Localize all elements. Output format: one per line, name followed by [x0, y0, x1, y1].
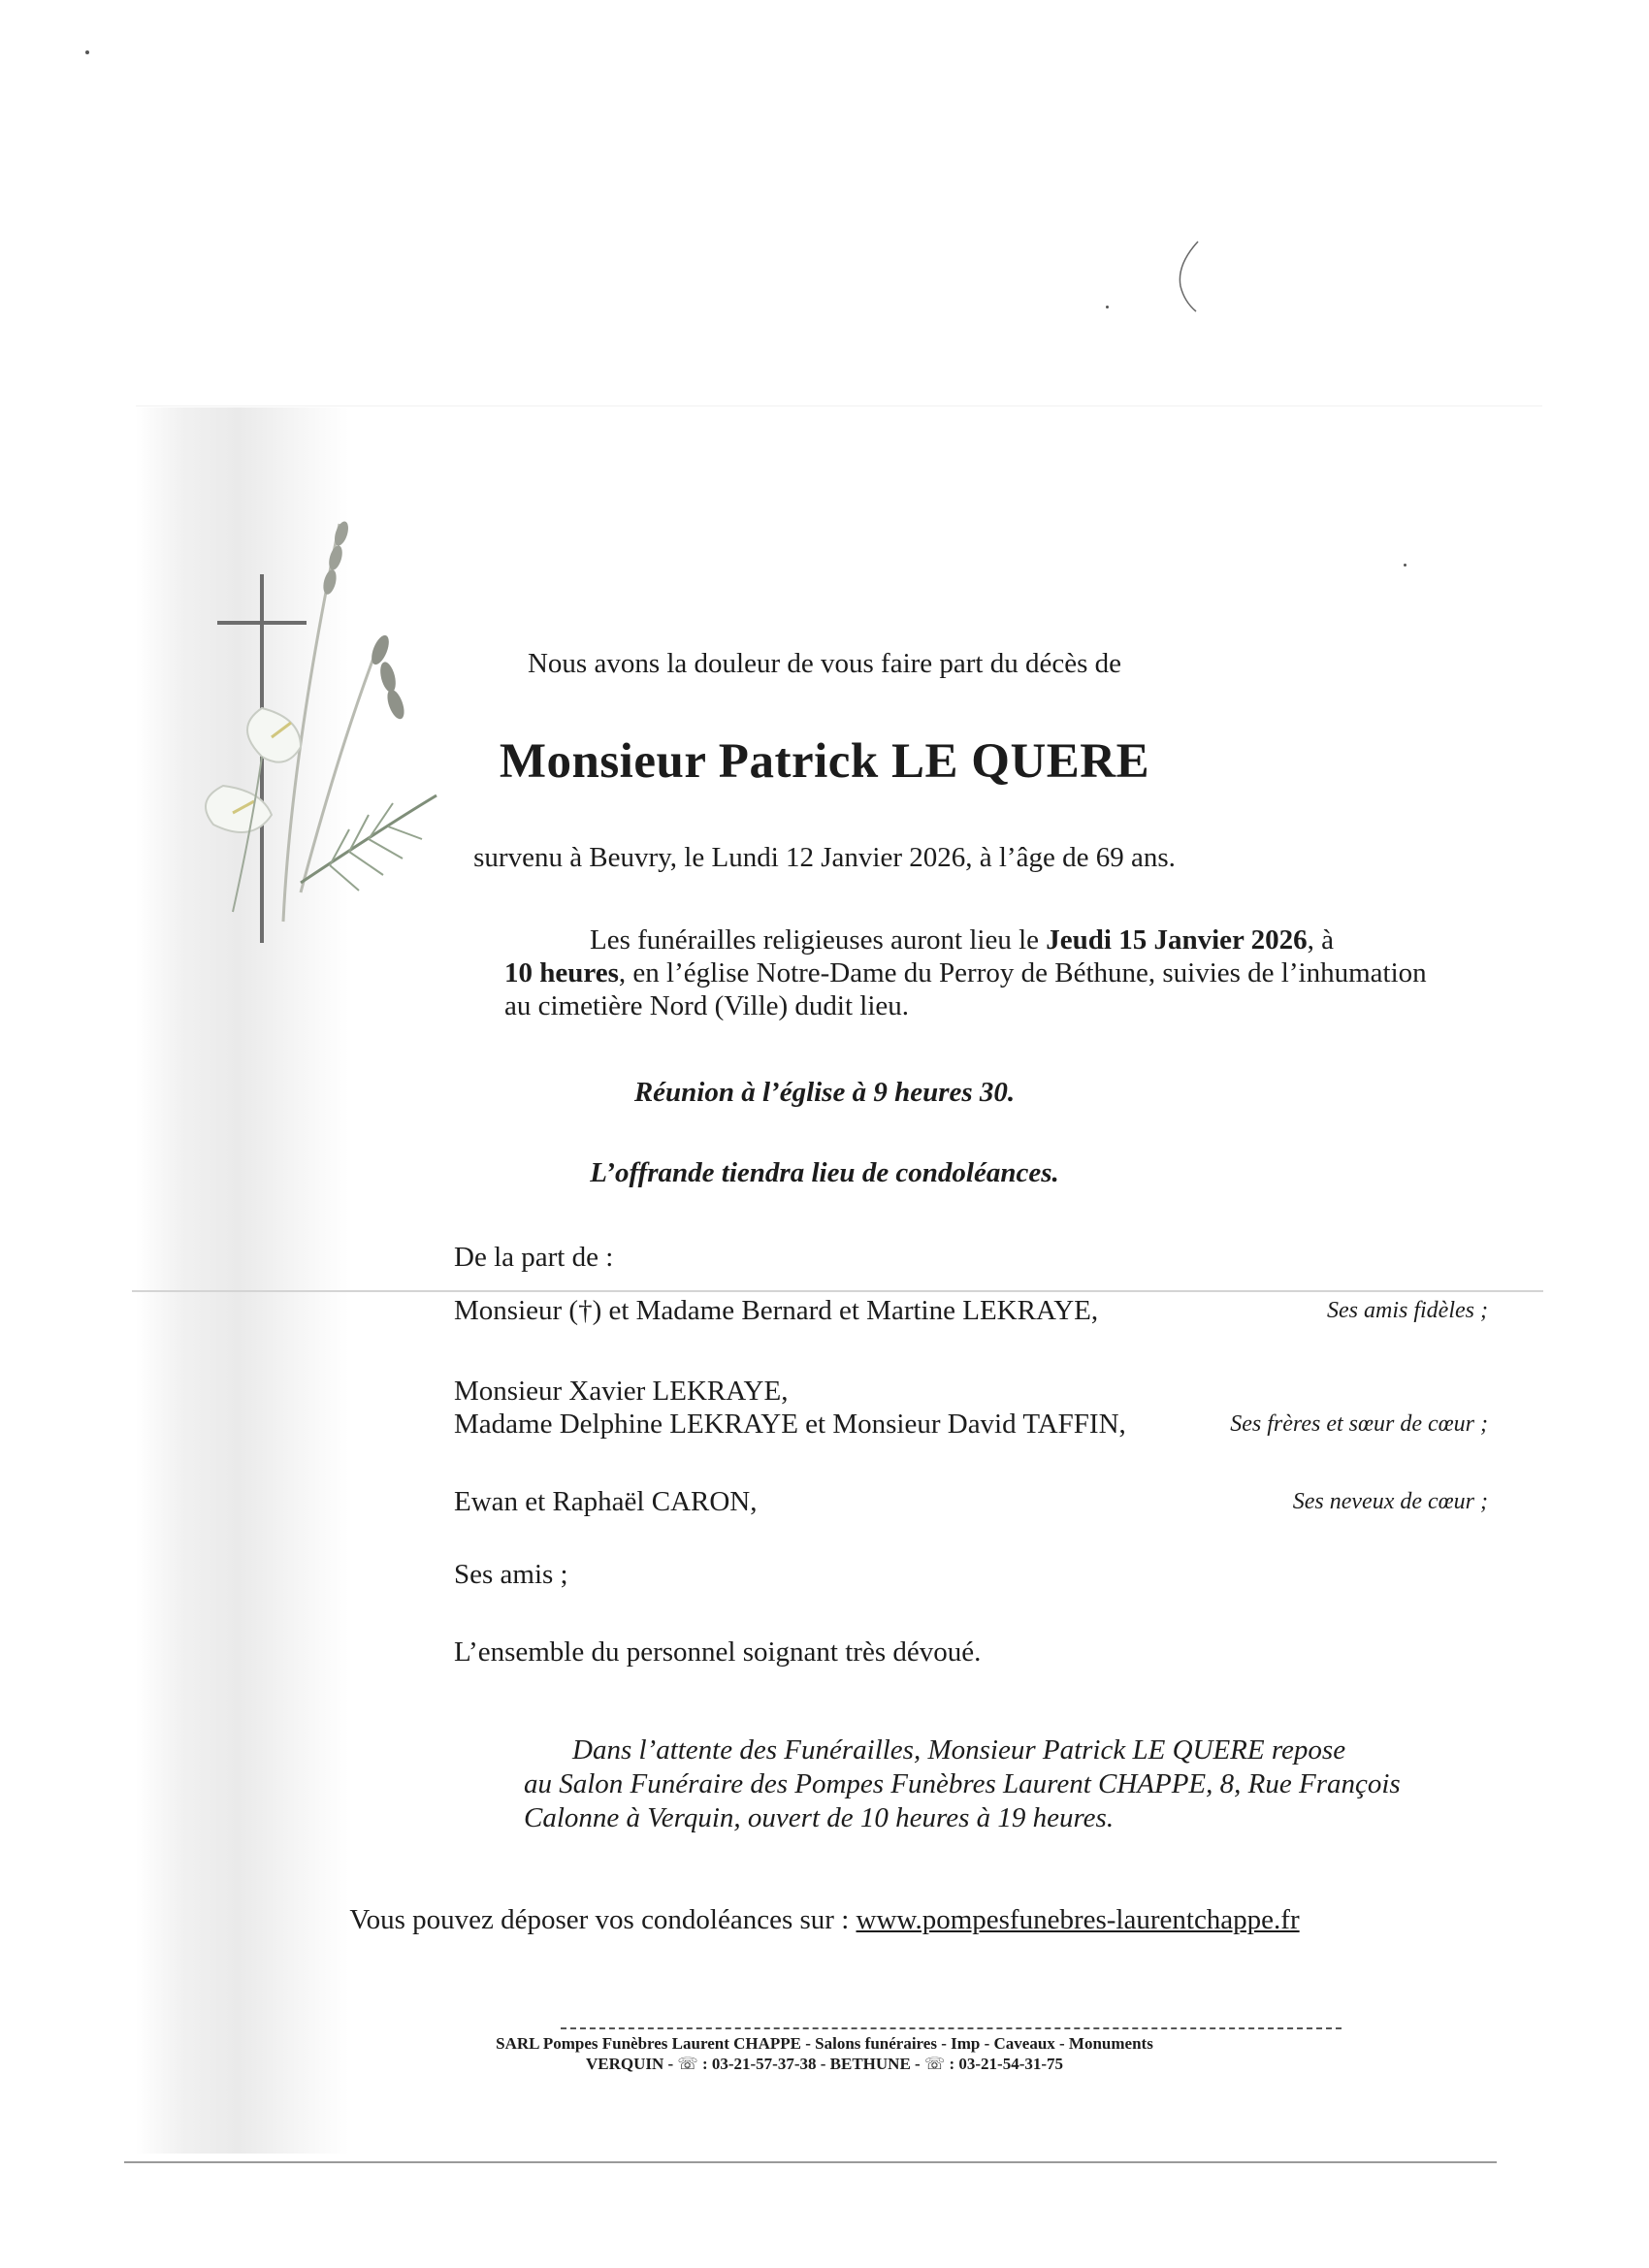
family-name: L’ensemble du personnel soignant très dévoué. [454, 1636, 982, 1668]
phone-icon: ☏ [923, 2055, 946, 2073]
condolences-line [0, 1904, 1649, 1936]
reunion-note: Réunion à l’église à 9 heures 30. [633, 1077, 1016, 1108]
funeral-text: au cimetière Nord (Ville) dudit lieu. [504, 990, 910, 1021]
funeral-time: 10 heures [504, 957, 619, 988]
family-relation: Ses neveux de cœur ; [1292, 1489, 1488, 1514]
family-name: Monsieur (†) et Madame Bernard et Martine LEKRAYE, [454, 1295, 1099, 1326]
repose-line: au Salon Funéraire des Pompes Funèbres Laurent CHAPPE, 8, Rue François [524, 1768, 1401, 1799]
death-details: survenu à Beuvry, le Lundi 12 Janvier 2026, à l’âge de 69 ans. [473, 842, 1176, 873]
scan-speck [1404, 564, 1406, 567]
from-label: De la part de : [454, 1242, 614, 1273]
intro-text: Nous avons la douleur de vous faire part du décès de [527, 648, 1122, 679]
repose-line: Dans l’attente des Funérailles, Monsieur Patrick LE QUERE repose [572, 1734, 1346, 1766]
footer-phones [0, 2054, 1649, 2074]
family-relation: Ses amis fidèles ; [1327, 1298, 1488, 1323]
repose-block [0, 1733, 1649, 1835]
fold-line [132, 1290, 1543, 1292]
offrande-note: L’offrande tiendra lieu de condoléances. [590, 1157, 1059, 1188]
family-name: Monsieur Xavier LEKRAYE, [454, 1376, 789, 1407]
footer [0, 2033, 1649, 2074]
family-name: Ewan et Raphaël CARON, [454, 1486, 758, 1517]
scan-speck [85, 50, 89, 54]
condolences-link[interactable]: www.pompesfunebres-laurentchappe.fr [856, 1904, 1300, 1935]
footer-text: : 03-21-54-31-75 [945, 2055, 1064, 2073]
deceased-name: Monsieur Patrick LE QUERE [499, 734, 1150, 789]
funeral-text: Les funérailles religieuses auront lieu le [590, 924, 1047, 956]
scan-mark [1169, 238, 1208, 315]
family-name: Ses amis ; [454, 1559, 568, 1590]
family-relation: Ses frères et sœur de cœur ; [1230, 1411, 1488, 1437]
funeral-text: , en l’église Notre-Dame du Perroy de Béthune, suivies de l’inhumation [618, 957, 1427, 988]
footer-text: : 03-21-57-37-38 - BETHUNE - [697, 2055, 924, 2073]
phone-icon: ☏ [677, 2055, 698, 2073]
condolences-text: Vous pouvez déposer vos condoléances sur : [349, 1904, 857, 1935]
footer-text: VERQUIN - [585, 2055, 678, 2073]
cross-lily-emblem-icon [194, 504, 446, 951]
funeral-date: Jeudi 15 Janvier 2026 [1046, 924, 1308, 956]
footer-company: SARL Pompes Funèbres Laurent CHAPPE - Salons funéraires - Imp - Caveaux - Monuments [496, 2034, 1153, 2053]
funeral-details [504, 923, 1436, 1022]
card-bottom-edge [124, 2161, 1497, 2163]
family-name: Madame Delphine LEKRAYE et Monsieur David TAFFIN, [454, 1409, 1126, 1440]
repose-line: Calonne à Verquin, ouvert de 10 heures à 19 heures. [524, 1802, 1115, 1833]
footer-rule [561, 2027, 1342, 2029]
funeral-text: , à [1307, 924, 1334, 956]
scan-speck [1106, 306, 1109, 308]
card-top-edge [136, 405, 1542, 406]
